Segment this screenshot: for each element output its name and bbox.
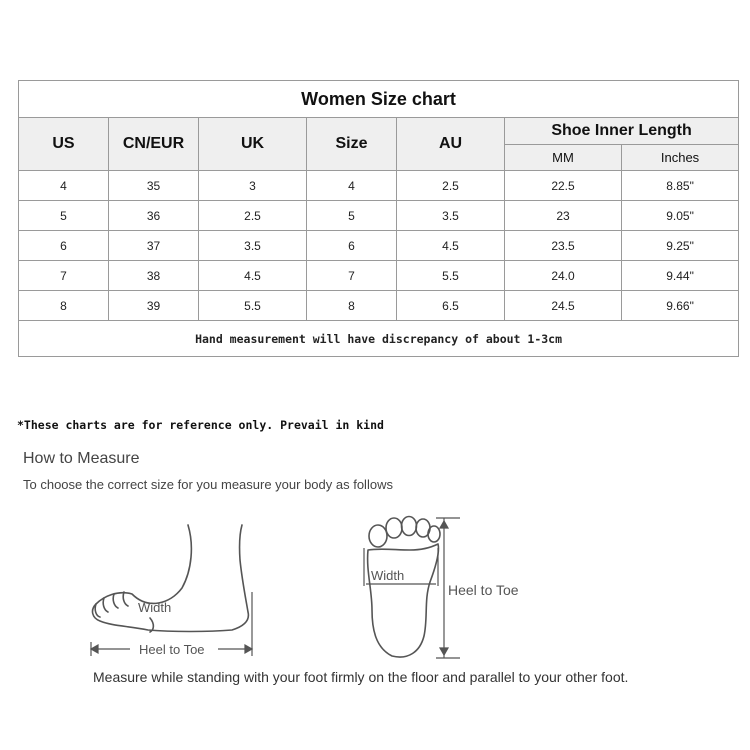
- cell-inches: 9.66": [622, 291, 739, 321]
- cell-inches: 9.25": [622, 231, 739, 261]
- cell-au: 3.5: [397, 201, 505, 231]
- header-us: US: [19, 118, 109, 171]
- cell-uk: 3: [199, 171, 307, 201]
- cell-cn-eur: 35: [109, 171, 199, 201]
- cell-size: 8: [307, 291, 397, 321]
- table-row: [19, 291, 739, 321]
- table-row: [19, 231, 739, 261]
- header-uk: UK: [199, 118, 307, 171]
- cell-cn-eur: 36: [109, 201, 199, 231]
- cell-us: 7: [19, 261, 109, 291]
- cell-au: 5.5: [397, 261, 505, 291]
- foot-measurement-illustration: [0, 500, 750, 750]
- cell-inches: 9.44": [622, 261, 739, 291]
- table-row: [19, 171, 739, 201]
- table-title: Women Size chart: [19, 81, 739, 118]
- discrepancy-note: Hand measurement will have discrepancy of about 1-3cm: [19, 321, 739, 357]
- cell-cn-eur: 37: [109, 231, 199, 261]
- cell-mm: 24.0: [505, 261, 622, 291]
- cell-uk: 5.5: [199, 291, 307, 321]
- cell-cn-eur: 38: [109, 261, 199, 291]
- cell-size: 5: [307, 201, 397, 231]
- cell-size: 6: [307, 231, 397, 261]
- header-cn-eur: CN/EUR: [109, 118, 199, 171]
- how-to-measure-title: How to Measure: [23, 450, 140, 467]
- foot-sole-view-icon: [368, 517, 440, 658]
- cell-au: 2.5: [397, 171, 505, 201]
- cell-mm: 23.5: [505, 231, 622, 261]
- heel-to-toe-label-side: Heel to Toe: [139, 642, 205, 657]
- table-row: [19, 261, 739, 291]
- cell-mm: 22.5: [505, 171, 622, 201]
- cell-size: 7: [307, 261, 397, 291]
- table-row: [19, 201, 739, 231]
- header-size: Size: [307, 118, 397, 171]
- cell-cn-eur: 39: [109, 291, 199, 321]
- cell-us: 8: [19, 291, 109, 321]
- cell-mm: 24.5: [505, 291, 622, 321]
- cell-us: 6: [19, 231, 109, 261]
- how-to-measure-subtitle: To choose the correct size for you measure your body as follows: [23, 477, 393, 492]
- header-inches: Inches: [622, 145, 739, 171]
- cell-uk: 3.5: [199, 231, 307, 261]
- cell-us: 4: [19, 171, 109, 201]
- cell-au: 4.5: [397, 231, 505, 261]
- cell-inches: 8.85": [622, 171, 739, 201]
- header-shoe-inner-length: Shoe Inner Length: [505, 118, 739, 145]
- measurement-instruction: Measure while standing with your foot firmly on the floor and parallel to your other foot.: [93, 669, 629, 685]
- cell-au: 6.5: [397, 291, 505, 321]
- header-au: AU: [397, 118, 505, 171]
- reference-note: *These charts are for reference only. Prevail in kind: [17, 418, 384, 432]
- width-label-side: Width: [138, 600, 172, 615]
- heel-to-toe-label-sole: Heel to Toe: [448, 582, 519, 598]
- cell-mm: 23: [505, 201, 622, 231]
- cell-us: 5: [19, 201, 109, 231]
- width-label-sole: Width: [371, 568, 405, 583]
- cell-uk: 4.5: [199, 261, 307, 291]
- size-chart-table: [18, 80, 739, 357]
- cell-size: 4: [307, 171, 397, 201]
- header-mm: MM: [505, 145, 622, 171]
- foot-side-view-icon: [93, 525, 249, 632]
- cell-inches: 9.05": [622, 201, 739, 231]
- cell-uk: 2.5: [199, 201, 307, 231]
